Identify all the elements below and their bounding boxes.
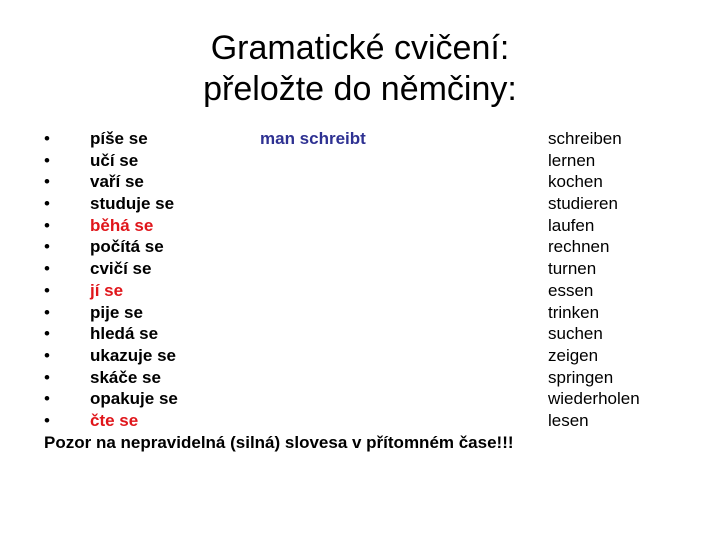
list-item bbox=[44, 128, 684, 150]
list-item bbox=[44, 150, 684, 172]
german-infinitive: springen bbox=[548, 367, 614, 387]
bullet: • bbox=[44, 389, 50, 409]
list-item bbox=[44, 258, 684, 280]
bullet: • bbox=[44, 302, 50, 322]
list-item bbox=[44, 323, 684, 345]
bullet: • bbox=[44, 367, 50, 387]
list-item bbox=[44, 236, 684, 258]
czech-phrase: ukazuje se bbox=[90, 345, 176, 365]
german-infinitive: kochen bbox=[548, 172, 603, 192]
german-infinitive: wiederholen bbox=[548, 389, 640, 409]
list-item bbox=[44, 345, 684, 367]
czech-phrase: pije se bbox=[90, 302, 143, 322]
title-line-1: Gramatické cvičení: bbox=[210, 29, 510, 67]
czech-phrase: opakuje se bbox=[90, 389, 178, 409]
czech-phrase: počítá se bbox=[90, 237, 164, 257]
czech-phrase: studuje se bbox=[90, 194, 175, 214]
list-item bbox=[44, 215, 684, 237]
irregular-verbs-note: Pozor na nepravidelná (silná) slovesa v přítomném čase!!! bbox=[44, 433, 514, 452]
bullet: • bbox=[44, 215, 50, 235]
bullet: • bbox=[44, 259, 50, 279]
bullet: • bbox=[44, 345, 50, 365]
bullet: • bbox=[44, 150, 50, 170]
list-item bbox=[44, 367, 684, 389]
german-infinitive: essen bbox=[548, 280, 594, 300]
slide-title bbox=[0, 28, 720, 110]
bullet: • bbox=[44, 237, 50, 257]
czech-phrase: skáče se bbox=[90, 367, 161, 387]
german-infinitive: zeigen bbox=[548, 345, 599, 365]
bullet: • bbox=[44, 194, 50, 214]
german-infinitive: studieren bbox=[548, 194, 618, 214]
german-infinitive: trinken bbox=[548, 302, 600, 322]
german-infinitive: suchen bbox=[548, 324, 603, 344]
german-infinitive: lesen bbox=[548, 410, 589, 430]
example-answer: man schreibt bbox=[260, 129, 366, 148]
czech-phrase: jí se bbox=[90, 280, 124, 300]
german-infinitive: laufen bbox=[548, 215, 595, 235]
czech-phrase: učí se bbox=[90, 150, 139, 170]
bullet: • bbox=[44, 324, 50, 344]
czech-phrase: píše se bbox=[90, 129, 148, 148]
title-line-2: přeložte do němčiny: bbox=[203, 70, 517, 108]
bullet: • bbox=[44, 129, 50, 148]
list-item bbox=[44, 410, 684, 432]
list-item bbox=[44, 193, 684, 215]
czech-phrase: čte se bbox=[90, 410, 139, 430]
german-infinitive: lernen bbox=[548, 150, 596, 170]
czech-phrase: běhá se bbox=[90, 215, 154, 235]
bullet: • bbox=[44, 280, 50, 300]
bullet: • bbox=[44, 410, 50, 430]
german-infinitive: schreiben bbox=[548, 129, 622, 148]
czech-phrase: cvičí se bbox=[90, 259, 152, 279]
czech-phrase: hledá se bbox=[90, 324, 159, 344]
verb-list bbox=[44, 128, 684, 432]
list-item bbox=[44, 280, 684, 302]
czech-phrase: vaří se bbox=[90, 172, 144, 192]
german-infinitive: rechnen bbox=[548, 237, 610, 257]
list-item bbox=[44, 388, 684, 410]
list-item bbox=[44, 171, 684, 193]
german-infinitive: turnen bbox=[548, 259, 597, 279]
bullet: • bbox=[44, 172, 50, 192]
list-item bbox=[44, 302, 684, 324]
